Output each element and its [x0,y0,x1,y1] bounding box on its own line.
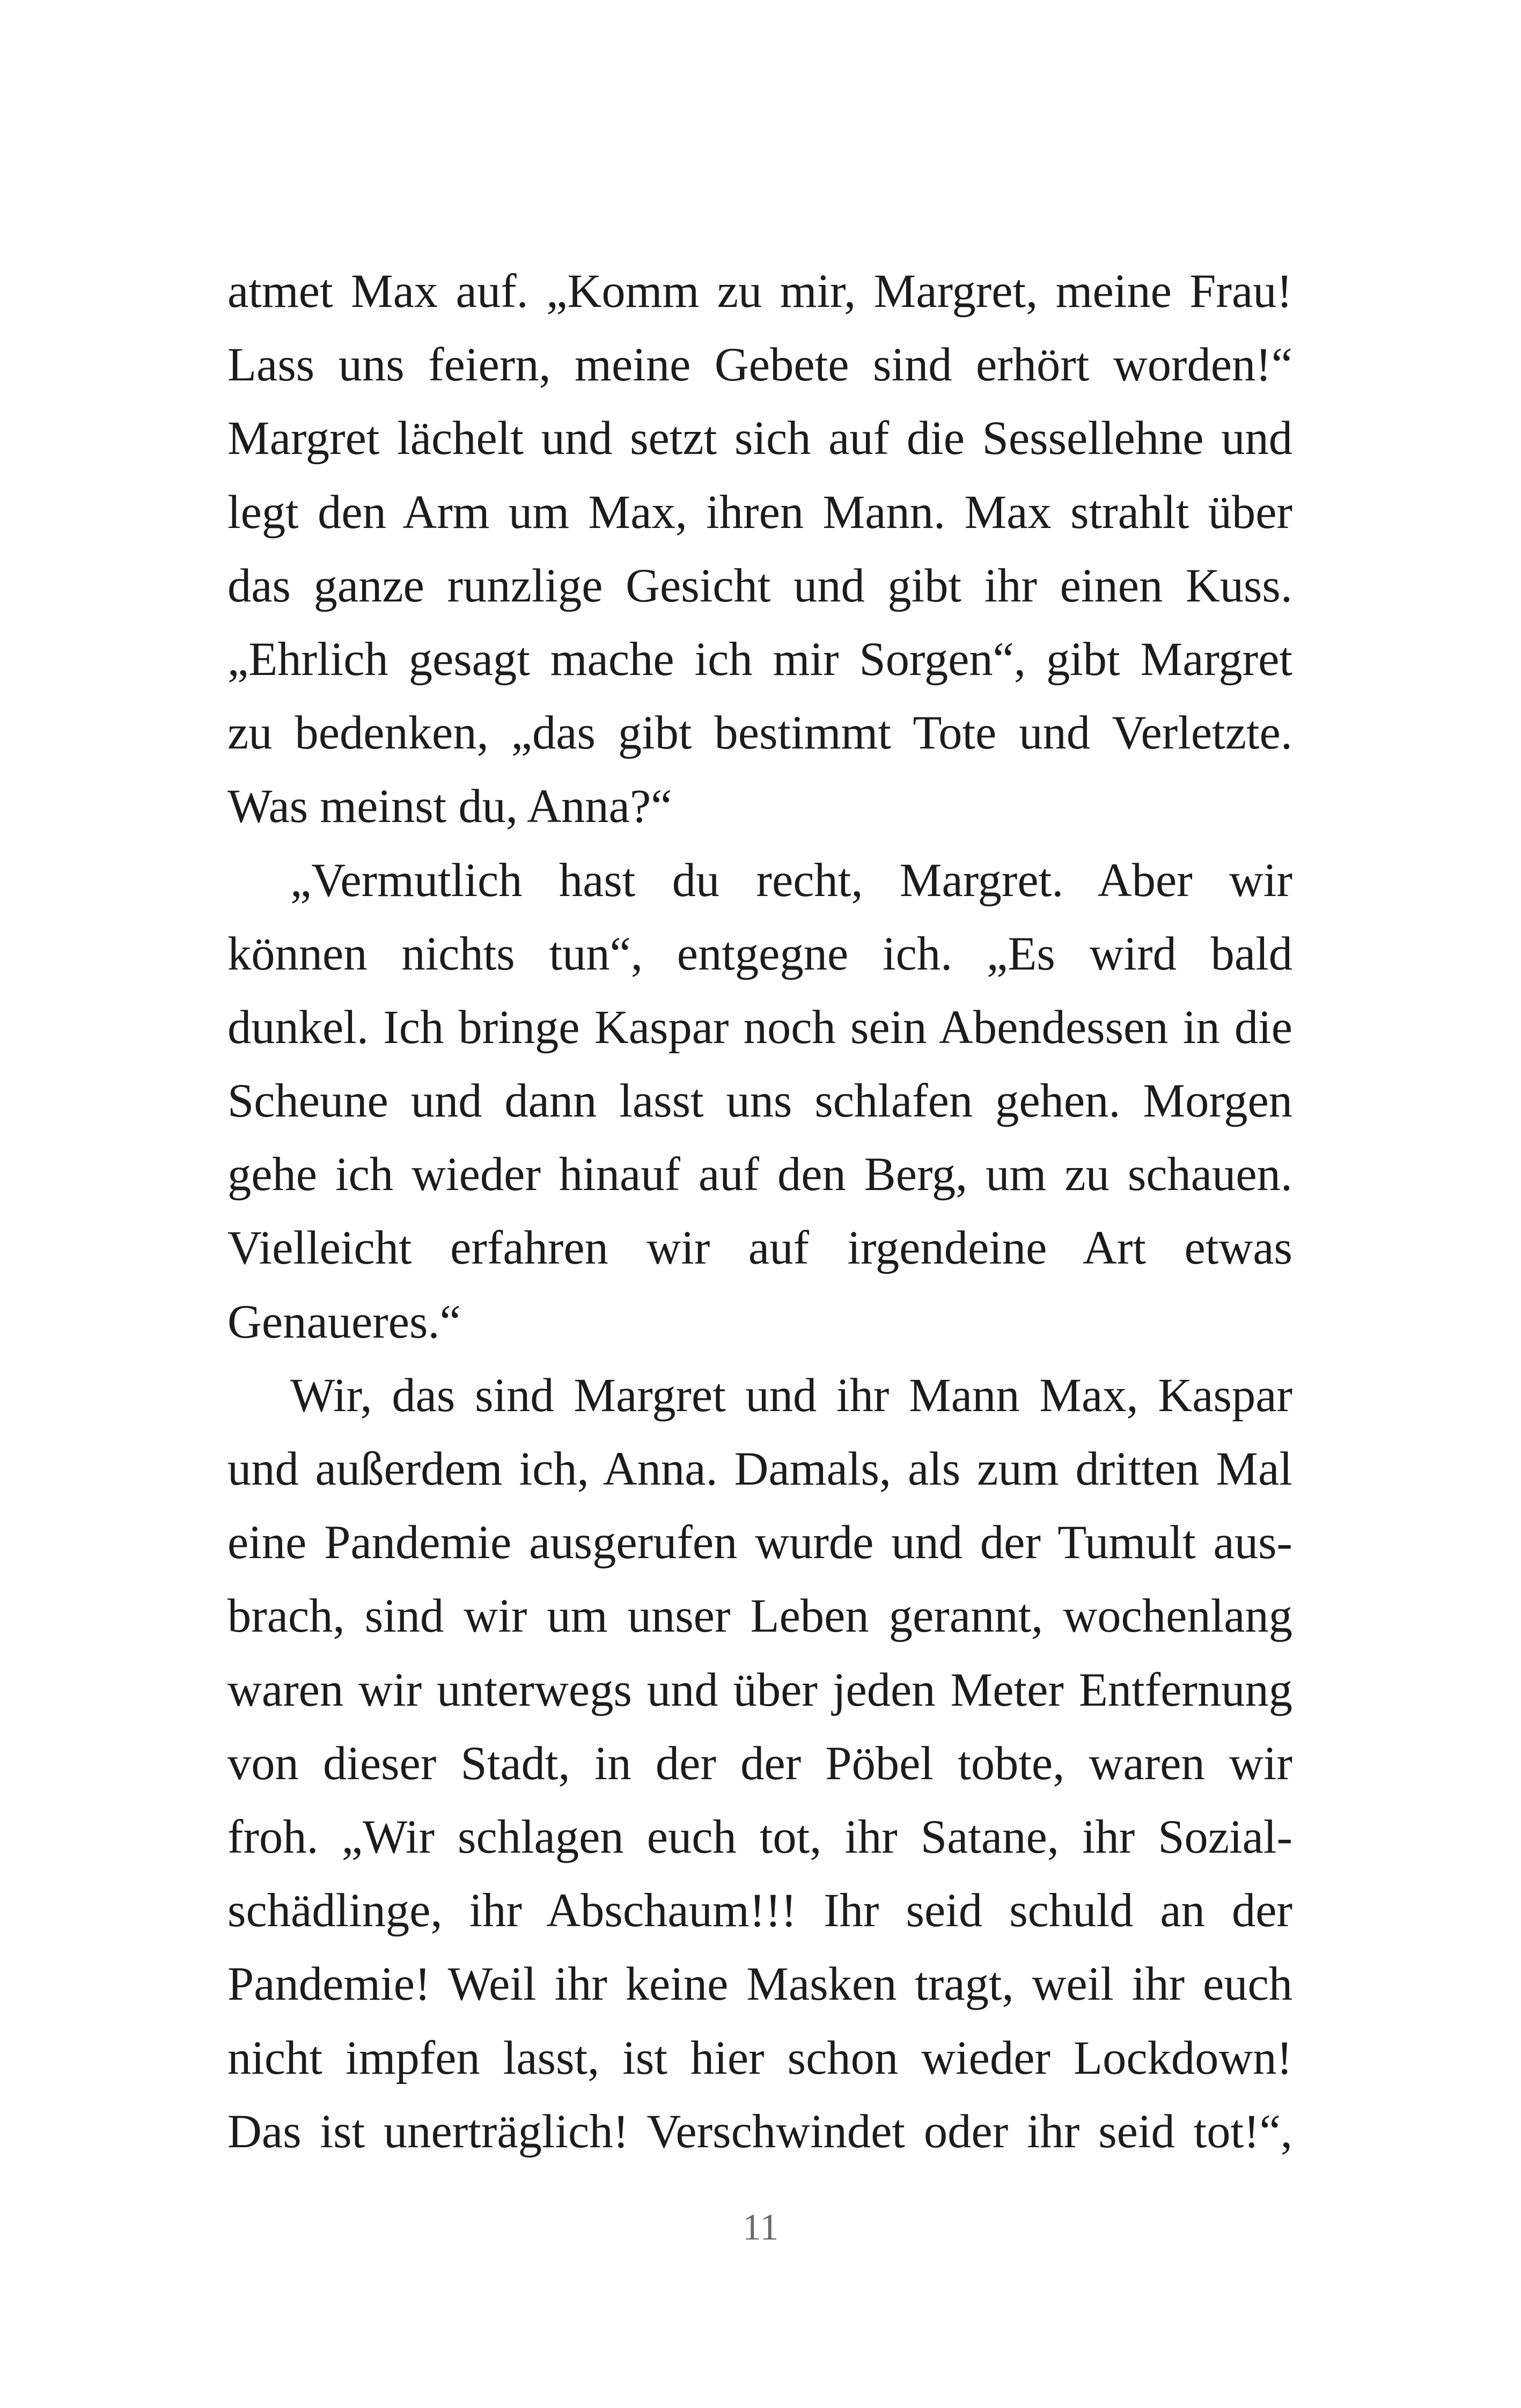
text-line: und außerdem ich, Anna. Damals, als zum dritten Mal [227,1443,1292,1495]
text-line: gehe ich wieder hinauf auf den Berg, um zu schauen. [227,1148,1292,1201]
text-line: dunkel. Ich bringe Kaspar noch sein Abendessen in die [227,1001,1292,1054]
text-line: das ganze runzlige Gesicht und gibt ihr einen Kuss. [227,559,1292,612]
page-number: 11 [742,2207,779,2248]
text-line: Scheune und dann lasst uns schlafen gehen. Morgen [227,1075,1292,1128]
text-line: Vielleicht erfahren wir auf irgendeine Art etwas [227,1222,1292,1275]
text-line: brach, sind wir um unser Leben gerannt, wochenlang [227,1590,1292,1643]
text-line: „Ehrlich gesagt mache ich mir Sorgen“, gibt Margret [227,633,1292,686]
text-line: Genaueres.“ [227,1295,461,1348]
text-line: „Vermutlich hast du recht, Margret. Aber wir [290,854,1292,907]
text-line: legt den Arm um Max, ihren Mann. Max strahlt über [227,486,1292,539]
body-text [227,255,1292,2169]
text-line: können nichts tun“, entgegne ich. „Es wird bald [227,927,1292,980]
text-line: zu bedenken, „das gibt bestimmt Tote und Verletzte. [227,707,1292,760]
text-line: Lass uns feiern, meine Gebete sind erhört worden!“ [227,339,1292,392]
text-line: Pandemie! Weil ihr keine Masken tragt, weil ihr euch [227,1958,1292,2011]
text-line: Was meinst du, Anna?“ [227,780,672,833]
text-line: schädlinge, ihr Abschaum!!! Ihr seid schuld an der [227,1884,1292,1937]
text-line: Margret lächelt und setzt sich auf die Sessellehne und [227,412,1292,465]
text-line: atmet Max auf. „Komm zu mir, Margret, meine Frau! [227,265,1292,318]
text-line: Wir, das sind Margret und ihr Mann Max, Kaspar [290,1369,1292,1422]
text-line: froh. „Wir schlagen euch tot, ihr Satane, ihr Sozial- [227,1810,1292,1863]
text-line: eine Pandemie ausgerufen wurde und der Tumult aus- [227,1516,1292,1569]
text-line: von dieser Stadt, in der der Pöbel tobte, waren wir [227,1737,1292,1790]
text-line: nicht impfen lasst, ist hier schon wieder Lockdown! [227,2031,1292,2084]
text-line: waren wir unterwegs und über jeden Meter Entfernung [227,1663,1292,1716]
text-line: Das ist unerträglich! Verschwindet oder ihr seid tot!“, [227,2105,1292,2158]
